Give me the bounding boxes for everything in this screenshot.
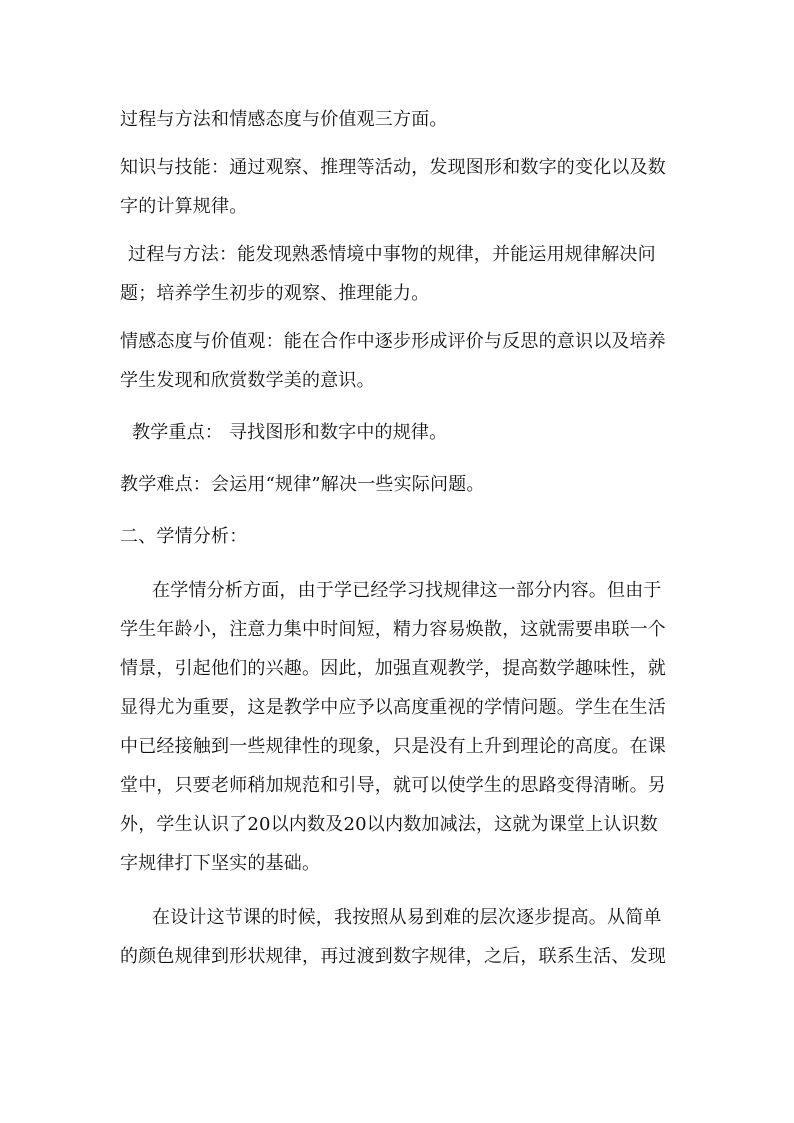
document-body [120, 100, 678, 976]
text-line: 情感态度与价值观：能在合作中逐步形成评价与反思的意识以及培养 [120, 331, 666, 352]
text-line: 情景，引起他们的兴趣。因此，加强直观教学，提高数学趣味性，就 [120, 658, 666, 679]
text-line: 教学重点： 寻找图形和数字中的规律。 [132, 422, 448, 443]
text-line: 题；培养学生初步的观察、推理能力。 [120, 283, 430, 304]
text-line: 的颜色规律到形状规律，再过渡到数字规律，之后，联系生活、发现 [120, 946, 666, 967]
text-line: 中已经接触到一些规律性的现象，只是没有上升到理论的高度。在课 [120, 736, 666, 757]
text-line: 过程与方法和情感态度与价值观三方面。 [120, 109, 448, 130]
text-line: 外，学生认识了20以内数及20以内数加减法，这就为课堂上认识数 [120, 814, 659, 835]
section-heading: 二、学情分析： [120, 526, 248, 547]
text-line: 教学难点：会运用“规律”解决一些实际问题。 [120, 474, 485, 495]
text-line: 堂中，只要老师稍加规范和引导，就可以使学生的思路变得清晰。另 [120, 775, 666, 796]
text-line: 字的计算规律。 [120, 196, 248, 217]
text-line: 知识与技能：通过观察、推理等活动，发现图形和数字的变化以及数 [120, 157, 666, 178]
text-line: 在设计这节课的时候，我按照从易到难的层次逐步提高。从简单 [152, 907, 662, 928]
text-line: 显得尤为重要，这是教学中应予以高度重视的学情问题。学生在生活 [120, 697, 666, 718]
text-line: 学生年龄小，注意力集中时间短，精力容易焕散，这就需要串联一个 [120, 619, 666, 640]
text-line: 字规律打下坚实的基础。 [120, 853, 321, 874]
text-line: 学生发现和欣赏数学美的意识。 [120, 370, 375, 391]
text-line: 在学情分析方面，由于学已经学习找规律这一部分内容。但由于 [152, 580, 662, 601]
text-line: 过程与方法：能发现熟悉情境中事物的规律，并能运用规律解决问 [128, 244, 656, 265]
